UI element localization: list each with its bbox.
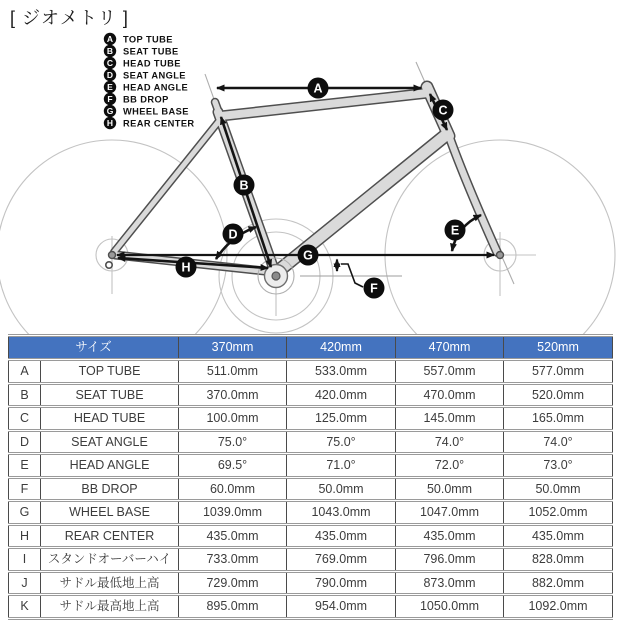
legend-letter-b: B: [106, 46, 114, 56]
page-title: [ ジオメトリ ]: [10, 8, 129, 28]
marker-g-letter: G: [303, 248, 313, 263]
row-letter: B: [9, 383, 41, 407]
top-tube: [221, 93, 428, 116]
marker-e-letter: E: [450, 223, 460, 238]
table-row: [9, 595, 613, 619]
row-value: 435.0mm: [504, 524, 613, 548]
row-letter: A: [9, 360, 41, 384]
legend-item-f: [104, 93, 169, 105]
row-name: REAR CENTER: [41, 524, 179, 548]
marker-e: [445, 220, 466, 241]
legend-letter-g: G: [106, 106, 114, 116]
row-value: 435.0mm: [396, 524, 504, 548]
row-value: 1047.0mm: [396, 501, 504, 525]
row-name: SEAT ANGLE: [41, 430, 179, 454]
row-name: BB DROP: [41, 477, 179, 501]
row-value: 790.0mm: [287, 571, 396, 595]
derailleur-hanger-dot: [106, 262, 112, 268]
legend-letter-e: E: [107, 82, 113, 92]
row-value: 165.0mm: [504, 407, 613, 431]
row-value: 1052.0mm: [504, 501, 613, 525]
row-value: 733.0mm: [179, 548, 287, 572]
seat-stay: [114, 121, 219, 252]
row-value: 769.0mm: [287, 548, 396, 572]
row-value: 520.0mm: [504, 383, 613, 407]
row-value: 100.0mm: [179, 407, 287, 431]
rear-axle-dot: [109, 252, 116, 259]
row-value: 72.0°: [396, 454, 504, 478]
header-size: サイズ: [9, 336, 179, 360]
legend-label-c: HEAD TUBE: [123, 58, 181, 69]
legend-label-h: REAR CENTER: [123, 118, 195, 129]
geometry-table: [8, 334, 613, 620]
legend-label-b: SEAT TUBE: [123, 46, 179, 57]
table-row: [9, 454, 613, 478]
legend-label-d: SEAT ANGLE: [123, 70, 186, 81]
legend-item-b: [104, 45, 179, 57]
header-size-420: 420mm: [287, 336, 396, 360]
row-value: 60.0mm: [179, 477, 287, 501]
row-value: 435.0mm: [179, 524, 287, 548]
row-letter: C: [9, 407, 41, 431]
row-value: 50.0mm: [287, 477, 396, 501]
row-value: 873.0mm: [396, 571, 504, 595]
row-value: 882.0mm: [504, 571, 613, 595]
marker-a-letter: A: [313, 81, 323, 96]
legend-letter-c: C: [106, 58, 114, 68]
table-header-row: [9, 336, 613, 360]
table-row: [9, 477, 613, 501]
row-value: 74.0°: [396, 430, 504, 454]
bb-axle-dot: [272, 272, 280, 280]
legend-letter-d: D: [106, 70, 114, 80]
marker-g: [298, 245, 319, 266]
legend-item-a: [104, 33, 173, 45]
row-name: HEAD ANGLE: [41, 454, 179, 478]
legend-item-g: [104, 105, 189, 117]
marker-b: [234, 175, 255, 196]
table-row: [9, 383, 613, 407]
row-value: 796.0mm: [396, 548, 504, 572]
row-value: 557.0mm: [396, 360, 504, 384]
legend-label-e: HEAD ANGLE: [123, 82, 189, 93]
row-name: HEAD TUBE: [41, 407, 179, 431]
legend-label-f: BB DROP: [123, 94, 169, 105]
legend-letter-h: H: [106, 118, 114, 128]
row-value: 50.0mm: [504, 477, 613, 501]
legend-item-d: [104, 69, 186, 81]
row-value: 470.0mm: [396, 383, 504, 407]
table-row: [9, 407, 613, 431]
row-value: 69.5°: [179, 454, 287, 478]
row-name: TOP TUBE: [41, 360, 179, 384]
row-name: サドル最低地上高: [41, 571, 179, 595]
header-size-470: 470mm: [396, 336, 504, 360]
row-letter: G: [9, 501, 41, 525]
row-value: 125.0mm: [287, 407, 396, 431]
row-value: 74.0°: [504, 430, 613, 454]
row-value: 420.0mm: [287, 383, 396, 407]
row-value: 73.0°: [504, 454, 613, 478]
row-letter: E: [9, 454, 41, 478]
legend-label-g: WHEEL BASE: [123, 106, 189, 117]
legend: [104, 33, 195, 129]
legend-letter-a: A: [106, 34, 114, 44]
row-value: 1043.0mm: [287, 501, 396, 525]
table-row: [9, 548, 613, 572]
legend-item-h: [104, 117, 195, 129]
marker-c-letter: C: [438, 103, 448, 118]
marker-c: [433, 100, 454, 121]
row-value: 895.0mm: [179, 595, 287, 619]
row-value: 71.0°: [287, 454, 396, 478]
row-value: 75.0°: [287, 430, 396, 454]
marker-h: [176, 257, 197, 278]
table-row: [9, 360, 613, 384]
row-value: 1039.0mm: [179, 501, 287, 525]
row-value: 1050.0mm: [396, 595, 504, 619]
row-value: 533.0mm: [287, 360, 396, 384]
legend-label-a: TOP TUBE: [123, 34, 173, 45]
row-name: SEAT TUBE: [41, 383, 179, 407]
row-letter: D: [9, 430, 41, 454]
row-name: スタンドオーバーハイ: [41, 548, 179, 572]
row-letter: H: [9, 524, 41, 548]
row-value: 577.0mm: [504, 360, 613, 384]
front-axle-dot: [497, 252, 504, 259]
legend-item-e: [104, 81, 188, 93]
row-value: 729.0mm: [179, 571, 287, 595]
header-size-370: 370mm: [179, 336, 287, 360]
row-value: 145.0mm: [396, 407, 504, 431]
marker-a: [308, 78, 329, 99]
marker-d-letter: D: [228, 227, 238, 242]
marker-f-letter: F: [370, 281, 378, 296]
row-value: 75.0°: [179, 430, 287, 454]
marker-b-letter: B: [239, 178, 249, 193]
row-letter: F: [9, 477, 41, 501]
rear-wheel-circle: [0, 140, 227, 334]
row-letter: J: [9, 571, 41, 595]
row-name: サドル最高地上高: [41, 595, 179, 619]
row-value: 511.0mm: [179, 360, 287, 384]
legend-letter-f: F: [107, 94, 113, 104]
table-row: [9, 524, 613, 548]
table-row: [9, 430, 613, 454]
legend-item-c: [104, 57, 181, 69]
row-value: 50.0mm: [396, 477, 504, 501]
row-value: 1092.0mm: [504, 595, 613, 619]
row-value: 435.0mm: [287, 524, 396, 548]
row-name: WHEEL BASE: [41, 501, 179, 525]
row-value: 370.0mm: [179, 383, 287, 407]
header-size-520: 520mm: [504, 336, 613, 360]
row-value: 828.0mm: [504, 548, 613, 572]
row-letter: K: [9, 595, 41, 619]
row-letter: I: [9, 548, 41, 572]
marker-f: [364, 278, 385, 299]
row-value: 954.0mm: [287, 595, 396, 619]
table-row: [9, 571, 613, 595]
table-row: [9, 501, 613, 525]
marker-h-letter: H: [181, 260, 191, 275]
marker-d: [223, 224, 244, 245]
